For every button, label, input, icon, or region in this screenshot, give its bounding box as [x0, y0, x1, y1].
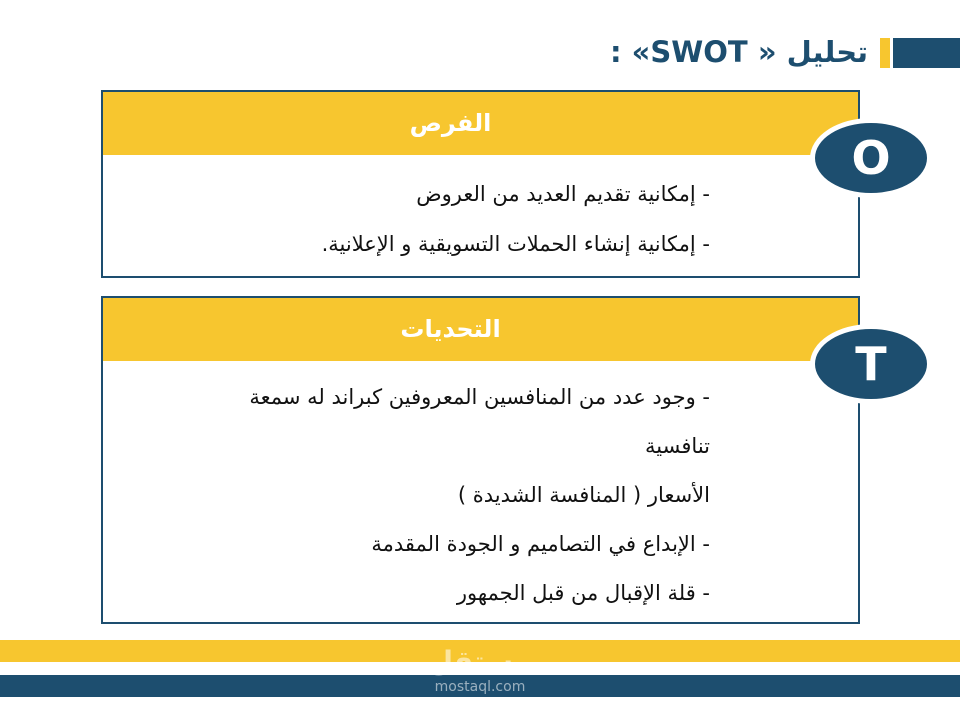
threats-header-label: التحديات [400, 315, 501, 343]
opportunities-body [103, 155, 858, 269]
list-item: - إمكانية تقديم العديد من العروض [416, 182, 710, 206]
threats-letter-badge: T [810, 324, 932, 404]
title-accent-yellow [880, 38, 890, 68]
list-item: - قلة الإقبال من قبل الجمهور [456, 581, 710, 605]
list-item: - إمكانية إنشاء الحملات التسويقية و الإعلانية. [321, 232, 710, 256]
opportunities-header [103, 92, 858, 155]
threats-header [103, 298, 858, 361]
threats-card [101, 296, 860, 624]
watermark-arabic: مستقل [428, 645, 532, 678]
list-item: الأسعار ( المنافسة الشديدة ) [457, 483, 710, 507]
opportunities-card [101, 90, 860, 278]
list-item: - الإبداع في التصاميم و الجودة المقدمة [371, 532, 710, 556]
list-item: تنافسية [645, 434, 710, 458]
title-accent-blue [893, 38, 960, 68]
list-item: - وجود عدد من المنافسين المعروفين كبراند له سمعة [249, 385, 710, 409]
opportunities-header-label: الفرص [409, 109, 492, 137]
watermark-latin: mostaql.com [434, 679, 526, 695]
page-title: تحليل « SWOT» : [609, 35, 868, 69]
threats-body [103, 361, 858, 618]
watermark-logo [400, 645, 560, 695]
opportunities-letter-badge: O [810, 118, 932, 198]
